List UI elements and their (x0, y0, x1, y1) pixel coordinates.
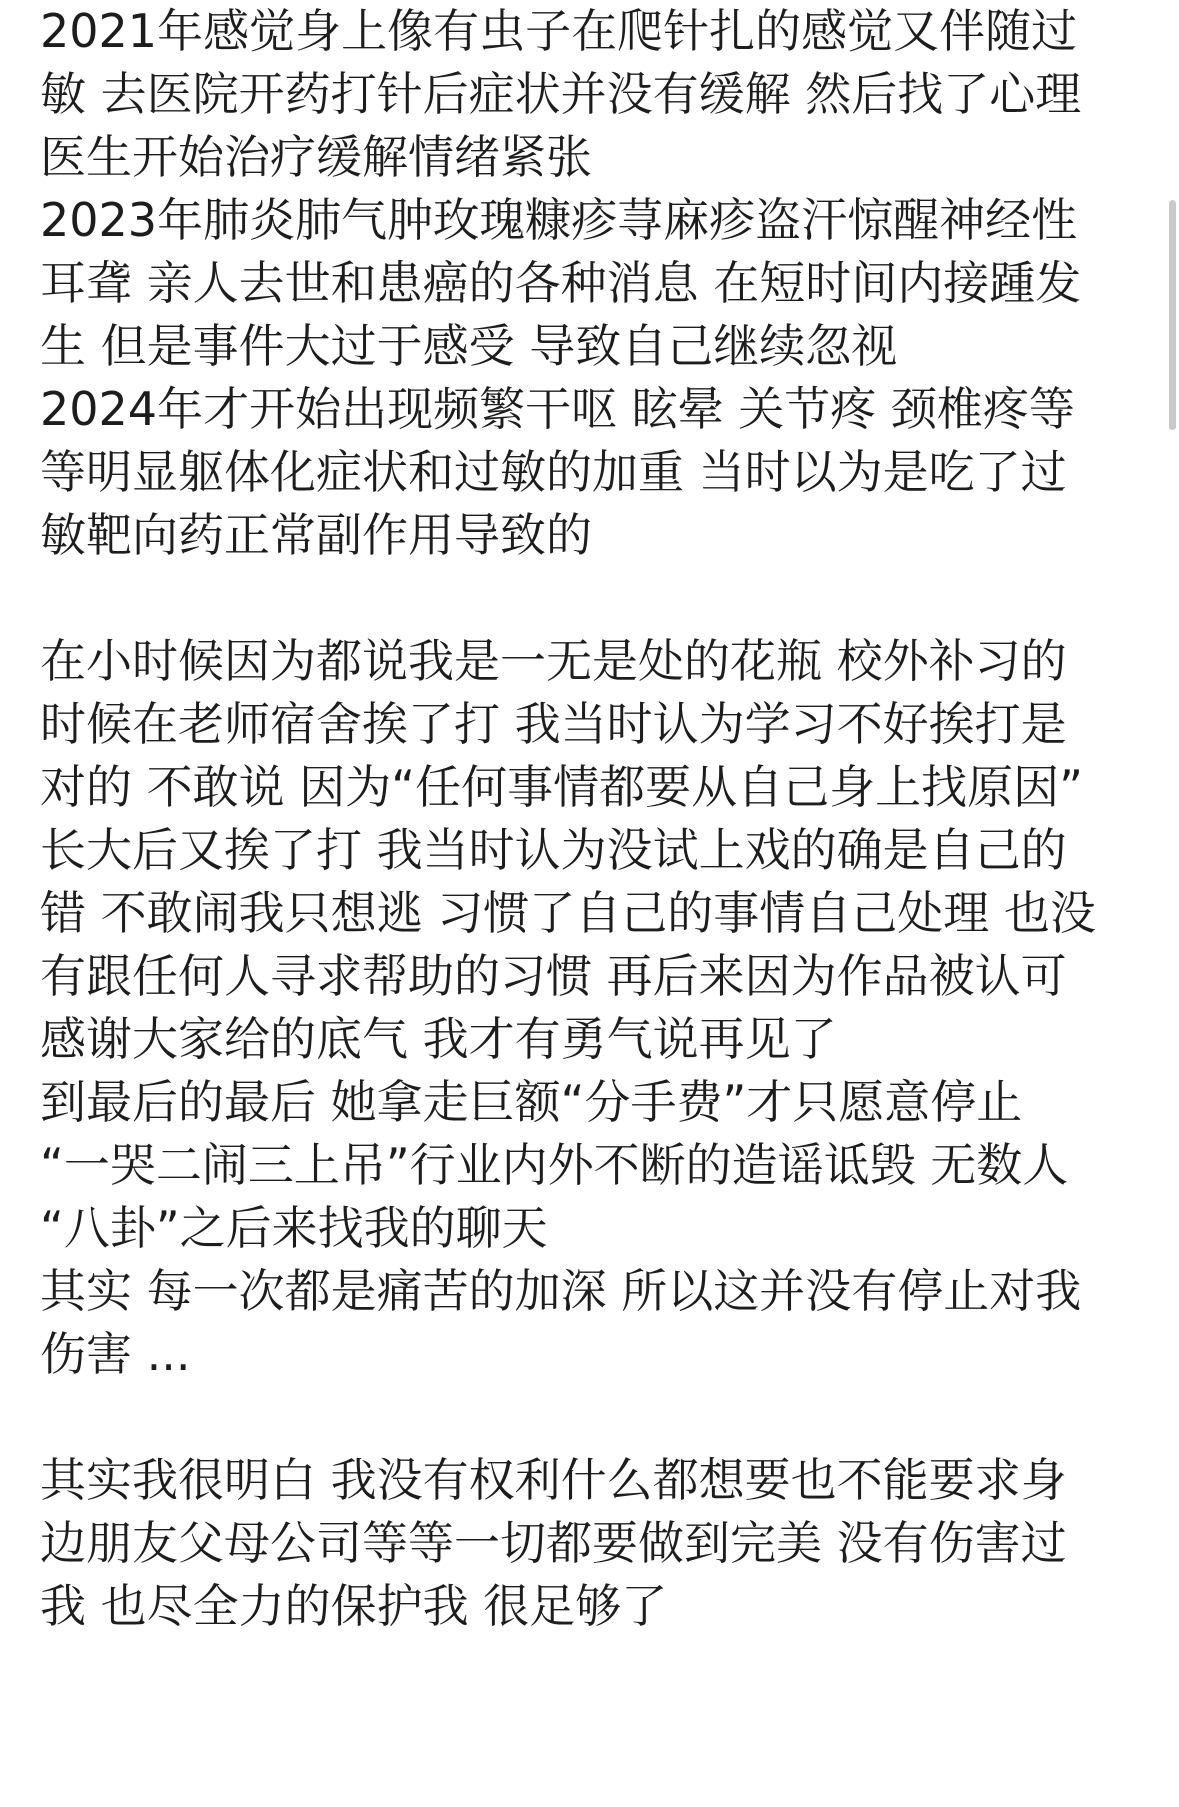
paragraph-2 (40, 630, 1140, 1386)
text-line: 耳聋 亲人去世和患癌的各种消息 在短时间内接踵发 (40, 256, 1082, 310)
text-line: 感谢大家给的底气 我才有勇气说再见了 (40, 1012, 837, 1066)
text-line: 等明显躯体化症状和过敏的加重 当时以为是吃了过 (40, 445, 1067, 499)
text-line: 长大后又挨了打 我当时认为没试上戏的确是自己的 (40, 823, 1067, 877)
text-line: 敏 去医院开药打针后症状并没有缓解 然后找了心理 (40, 67, 1082, 121)
paragraph-3 (40, 1449, 1140, 1638)
text-line: 2024年才开始出现频繁干呕 眩晕 关节疼 颈椎疼等 (40, 382, 1075, 436)
text-line: 其实我很明白 我没有权利什么都想要也不能要求身 (40, 1453, 1067, 1507)
text-line: 边朋友父母公司等等一切都要做到完美 没有伤害过 (40, 1516, 1067, 1570)
text-line: “一哭二闹三上吊”行业内外不断的造谣诋毁 无数人 (40, 1138, 1069, 1192)
post-body (40, 0, 1140, 1638)
text-line: 敏靶向药正常副作用导致的 (40, 508, 592, 562)
text-line: 在小时候因为都说我是一无是处的花瓶 校外补习的 (40, 634, 1067, 688)
text-line: 2021年感觉身上像有虫子在爬针扎的感觉又伴随过 (40, 4, 1078, 58)
text-line: 时候在老师宿舍挨了打 我当时认为学习不好挨打是 (40, 697, 1067, 751)
text-line: 对的 不敢说 因为“任何事情都要从自己身上找原因” (40, 760, 1083, 814)
paragraph-1 (40, 0, 1140, 567)
text-line: 错 不敢闹我只想逃 习惯了自己的事情自己处理 也没 (40, 886, 1096, 940)
text-line: 到最后的最后 她拿走巨额“分手费”才只愿意停止 (40, 1075, 1023, 1129)
text-line: “八卦”之后来找我的聊天 (40, 1201, 548, 1255)
text-line: 有跟任何人寻求帮助的习惯 再后来因为作品被认可 (40, 949, 1067, 1003)
text-line: 伤害 ... (40, 1327, 191, 1381)
scrollbar-thumb[interactable] (1169, 200, 1176, 430)
scrollbar[interactable] (1165, 0, 1179, 1807)
paragraph-spacer (40, 567, 1140, 630)
paragraph-spacer (40, 1386, 1140, 1449)
text-line: 其实 每一次都是痛苦的加深 所以这并没有停止对我 (40, 1264, 1082, 1318)
text-line: 2023年肺炎肺气肿玫瑰糠疹荨麻疹盗汗惊醒神经性 (40, 193, 1078, 247)
text-line: 我 也尽全力的保护我 很足够了 (40, 1579, 668, 1633)
text-line: 生 但是事件大过于感受 导致自己继续忽视 (40, 319, 898, 373)
text-line: 医生开始治疗缓解情绪紧张 (40, 130, 592, 184)
